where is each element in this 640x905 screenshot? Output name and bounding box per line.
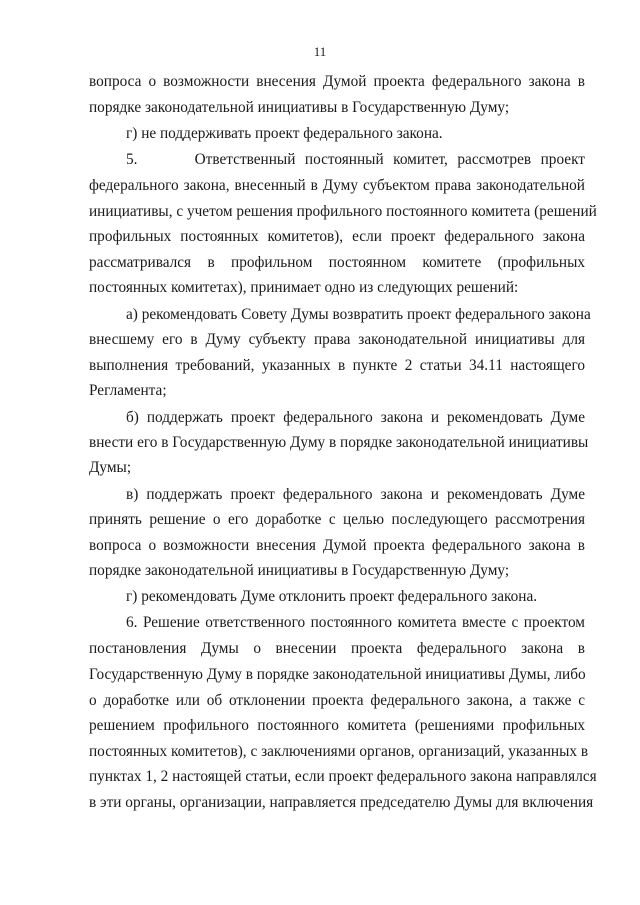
text-line: в) поддержать проект федерального закона и рекомендовать Думе	[126, 486, 585, 503]
text-line: вопроса о возможности внесения Думой проекта федерального закона в	[89, 537, 585, 554]
text-line: а) рекомендовать Совету Думы возвратить проект федерального закона	[126, 306, 591, 323]
text-line: внести его в Государственную Думу в порядке законодательной инициативы	[89, 434, 589, 451]
text-line: Регламента;	[89, 382, 167, 399]
text-line: внесшему его в Думу субъекту права законодательной инициативы для	[89, 331, 585, 348]
text-line: постановления Думы о внесении проекта федерального закона в	[89, 640, 585, 657]
text-line: Думы;	[89, 459, 132, 476]
text-line: принять решение о его доработке с целью последующего рассмотрения	[89, 511, 585, 528]
text-line: о доработке или об отклонении проекта федерального закона, а также с	[89, 692, 585, 709]
text-line: 6. Решение ответственного постоянного комитета вместе с проектом	[126, 614, 585, 631]
text-line: вопроса о возможности внесения Думой проекта федерального закона в	[89, 73, 585, 90]
text-line: г) не поддерживать проект федерального закона.	[126, 125, 443, 142]
page-number: 11	[313, 44, 327, 59]
text-line: пунктах 1, 2 настоящей статьи, если проект федерального закона направлялся	[89, 768, 597, 785]
text-line: порядке законодательной инициативы в Государственную Думу;	[89, 99, 510, 116]
text-line: г) рекомендовать Думе отклонить проект федерального закона.	[126, 588, 538, 605]
text-line: инициативы, с учетом решения профильного постоянного комитета (решений	[89, 203, 597, 220]
text-line: в эти органы, организации, направляется председателю Думы для включения	[89, 794, 594, 811]
text-line: постоянных комитетов), с заключениями органов, организаций, указанных в	[89, 743, 589, 760]
text-line: постоянных комитетах), принимает одно из следующих решений:	[89, 279, 519, 296]
text-line: выполнения требований, указанных в пункте 2 статьи 34.11 настоящего	[89, 357, 585, 374]
text-line: профильных постоянных комитетов), если проект федерального закона	[89, 228, 585, 245]
text-line: Государственную Думу в порядке законодательной инициативы Думы, либо	[89, 666, 586, 683]
text-line: рассматривался в профильном постоянном комитете (профильных	[89, 254, 585, 271]
text-line: 5. Ответственный постоянный комитет, рассмотрев проект	[126, 151, 585, 168]
text-line: федерального закона, внесенный в Думу субъектом права законодательной	[89, 177, 585, 194]
text-line: б) поддержать проект федерального закона и рекомендовать Думе	[126, 409, 585, 426]
text-line: порядке законодательной инициативы в Государственную Думу;	[89, 562, 510, 579]
text-line: решением профильного постоянного комитета (решениями профильных	[89, 717, 585, 734]
